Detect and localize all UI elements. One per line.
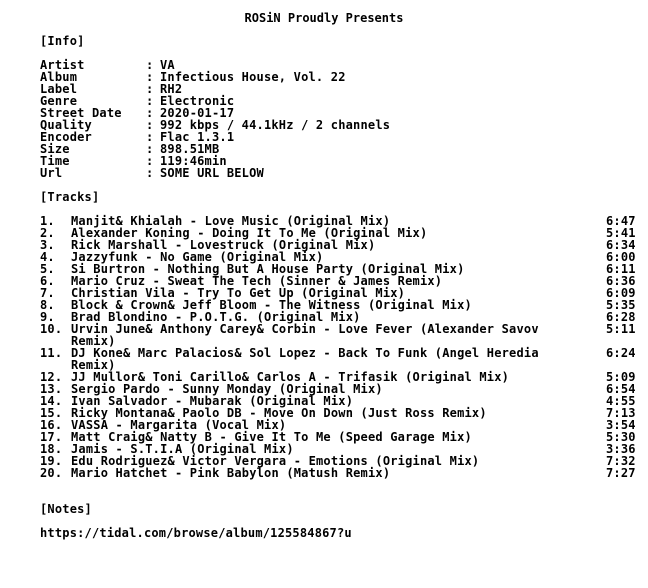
info-separator: : xyxy=(146,130,154,144)
info-key: Url xyxy=(40,166,63,180)
track-number: 2. xyxy=(40,226,55,240)
track-number: 9. xyxy=(40,310,55,324)
track-duration: 6:11 xyxy=(606,262,636,276)
track-title: Jazzyfunk - No Game (Original Mix) xyxy=(71,250,324,264)
track-title: Christian Vila - Try To Get Up (Original Mix) xyxy=(71,286,406,300)
page-title: ROSiN Proudly Presents xyxy=(244,11,404,25)
track-title: Mario Hatchet - Pink Babylon (Matush Remix) xyxy=(71,466,391,480)
track-number: 13. xyxy=(40,382,63,396)
info-key: Street Date xyxy=(40,106,122,120)
info-separator: : xyxy=(146,70,154,84)
track-title: Ricky Montana& Paolo DB - Move On Down (Just Ross Remix) xyxy=(71,406,487,420)
track-title: Urvin June& Anthony Carey& Corbin - Love Fever (Alexander Savov xyxy=(71,322,539,336)
tracks-heading: [Tracks] xyxy=(40,190,100,204)
track-number: 3. xyxy=(40,238,55,252)
track-number: 19. xyxy=(40,454,63,468)
track-number: 5. xyxy=(40,262,55,276)
track-duration: 6:54 xyxy=(606,382,636,396)
track-duration: 5:11 xyxy=(606,322,636,336)
track-title: Matt Craig& Natty B - Give It To Me (Speed Garage Mix) xyxy=(71,430,472,444)
track-number: 1. xyxy=(40,214,55,228)
info-row xyxy=(40,167,264,179)
track-duration: 7:32 xyxy=(606,454,636,468)
info-separator: : xyxy=(146,154,154,168)
info-value: 992 kbps / 44.1kHz / 2 channels xyxy=(160,118,391,132)
track-title: DJ Kone& Marc Palacios& Sol Lopez - Back To Funk (Angel Heredia xyxy=(71,346,539,360)
info-key: Genre xyxy=(40,94,78,108)
info-key: Time xyxy=(40,154,70,168)
track-duration: 5:41 xyxy=(606,226,636,240)
track-title-continuation: Remix) xyxy=(71,334,116,348)
info-key: Quality xyxy=(40,118,92,132)
track-duration: 6:00 xyxy=(606,250,636,264)
info-separator: : xyxy=(146,58,154,72)
track-title: Sergio Pardo - Sunny Monday (Original Mix) xyxy=(71,382,383,396)
track-number: 17. xyxy=(40,430,63,444)
track-title: Edu Rodriguez& Victor Vergara - Emotions (Original Mix) xyxy=(71,454,480,468)
track-duration: 6:24 xyxy=(606,346,636,360)
notes-heading: [Notes] xyxy=(40,502,92,516)
info-heading: [Info] xyxy=(40,34,85,48)
info-value: Electronic xyxy=(160,94,235,108)
track-title: Manjit& Khialah - Love Music (Original Mix) xyxy=(71,214,391,228)
track-duration: 5:35 xyxy=(606,298,636,312)
info-separator: : xyxy=(146,82,154,96)
info-row xyxy=(40,71,346,83)
track-duration: 3:54 xyxy=(606,418,636,432)
track-duration: 3:36 xyxy=(606,442,636,456)
track-number: 14. xyxy=(40,394,63,408)
info-value: Flac 1.3.1 xyxy=(160,130,235,144)
track-number: 4. xyxy=(40,250,55,264)
track-number: 11. xyxy=(40,346,63,360)
info-value: 119:46min xyxy=(160,154,227,168)
track-number: 20. xyxy=(40,466,63,480)
track-title: Jamis - S.T.I.A (Original Mix) xyxy=(71,442,294,456)
track-number: 16. xyxy=(40,418,63,432)
info-value: RH2 xyxy=(160,82,183,96)
track-duration: 6:47 xyxy=(606,214,636,228)
track-duration: 6:28 xyxy=(606,310,636,324)
track-number: 8. xyxy=(40,298,55,312)
info-value: VA xyxy=(160,58,175,72)
track-title: Alexander Koning - Doing It To Me (Original Mix) xyxy=(71,226,428,240)
track-number: 7. xyxy=(40,286,55,300)
track-title: Brad Blondino - P.O.T.G. (Original Mix) xyxy=(71,310,361,324)
info-key: Label xyxy=(40,82,78,96)
track-duration: 7:27 xyxy=(606,466,636,480)
track-number: 12. xyxy=(40,370,63,384)
track-title: Si Burtron - Nothing But A House Party (Original Mix) xyxy=(71,262,465,276)
track-duration: 4:55 xyxy=(606,394,636,408)
info-key: Album xyxy=(40,70,78,84)
track-duration: 5:30 xyxy=(606,430,636,444)
track-number: 10. xyxy=(40,322,63,336)
info-separator: : xyxy=(146,106,154,120)
info-key: Encoder xyxy=(40,130,92,144)
info-separator: : xyxy=(146,118,154,132)
track-number: 6. xyxy=(40,274,55,288)
track-duration: 5:09 xyxy=(606,370,636,384)
track-duration: 6:34 xyxy=(606,238,636,252)
notes-url: https://tidal.com/browse/album/125584867?u xyxy=(40,526,352,540)
track-title: Mario Cruz - Sweat The Tech (Sinner & James Remix) xyxy=(71,274,443,288)
track-title: Rick Marshall - Lovestruck (Original Mix) xyxy=(71,238,376,252)
info-separator: : xyxy=(146,94,154,108)
info-separator: : xyxy=(146,142,154,156)
info-value: 898.51MB xyxy=(160,142,220,156)
track-duration: 6:09 xyxy=(606,286,636,300)
track-number: 15. xyxy=(40,406,63,420)
info-value: 2020-01-17 xyxy=(160,106,235,120)
info-key: Artist xyxy=(40,58,85,72)
track-title: Block & Crown& Jeff Bloom - The Witness (Original Mix) xyxy=(71,298,472,312)
track-title: VASSA - Margarita (Vocal Mix) xyxy=(71,418,287,432)
track-number: 18. xyxy=(40,442,63,456)
track-duration: 7:13 xyxy=(606,406,636,420)
info-key: Size xyxy=(40,142,70,156)
info-value: SOME URL BELOW xyxy=(160,166,264,180)
track-title: JJ Mullor& Toni Carillo& Carlos A - Trifasik (Original Mix) xyxy=(71,370,510,384)
track-title: Ivan Salvador - Mubarak (Original Mix) xyxy=(71,394,354,408)
info-value: Infectious House, Vol. 22 xyxy=(160,70,346,84)
track-duration: 6:36 xyxy=(606,274,636,288)
track-title-continuation: Remix) xyxy=(71,358,116,372)
info-separator: : xyxy=(146,166,154,180)
